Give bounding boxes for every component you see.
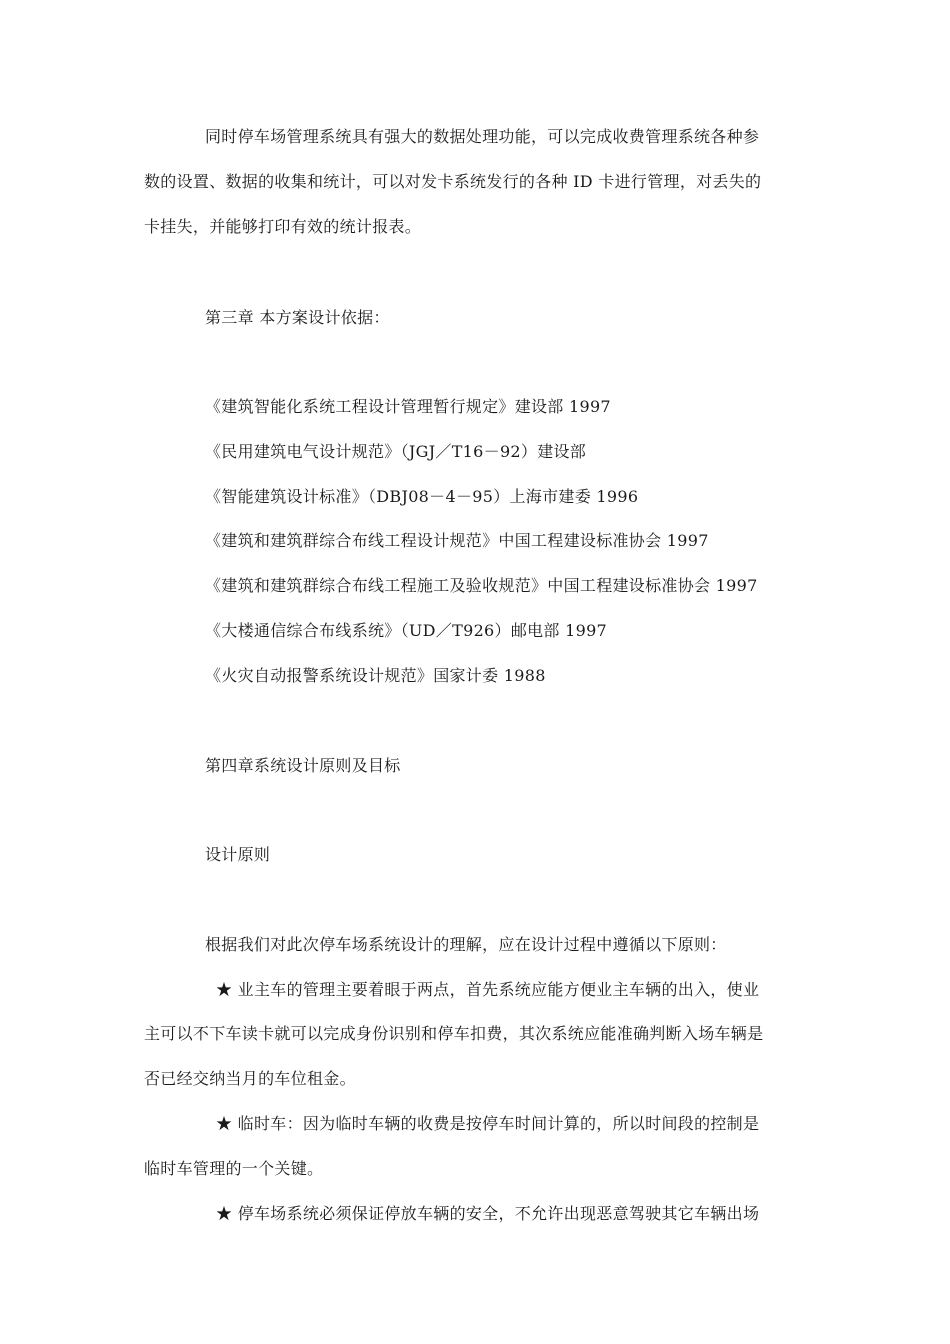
principles-lead: 根据我们对此次停车场系统设计的理解，应在设计过程中遵循以下原则： (205, 935, 727, 954)
intro-line-2: 数的设置、数据的收集和统计，可以对发卡系统发行的各种 ID 卡进行管理，对丢失的 (144, 172, 762, 191)
reference-item: 《民用建筑电气设计规范》（JGJ／T16－92）建设部 (205, 442, 587, 461)
reference-item: 《火灾自动报警系统设计规范》国家计委 1988 (205, 666, 546, 685)
reference-item: 《大楼通信综合布线系统》（UD／T926）邮电部 1997 (205, 621, 608, 640)
reference-item: 《智能建筑设计标准》（DBJ08－4－95）上海市建委 1996 (205, 487, 639, 506)
intro-line-1: 同时停车场管理系统具有强大的数据处理功能，可以完成收费管理系统各种参 (205, 127, 760, 146)
bullet-line: 否已经交纳当月的车位租金。 (144, 1069, 356, 1088)
reference-item: 《建筑和建筑群综合布线工程施工及验收规范》中国工程建设标准协会 1997 (205, 576, 758, 595)
bullet-line: 临时车管理的一个关键。 (144, 1159, 324, 1178)
chapter4-heading: 第四章系统设计原则及目标 (205, 756, 401, 775)
reference-item: 《建筑和建筑群综合布线工程设计规范》中国工程建设标准协会 1997 (205, 531, 709, 550)
design-principles-subheading: 设计原则 (205, 845, 271, 864)
bullet-line: ★ 临时车：因为临时车辆的收费是按停车时间计算的，所以时间段的控制是 (216, 1114, 760, 1133)
bullet-line: 主可以不下车读卡就可以完成身份识别和停车扣费，其次系统应能准确判断入场车辆是 (144, 1024, 764, 1043)
reference-item: 《建筑智能化系统工程设计管理暂行规定》建设部 1997 (205, 397, 611, 416)
intro-line-3: 卡挂失，并能够打印有效的统计报表。 (144, 217, 422, 236)
bullet-line: ★ 业主车的管理主要着眼于两点，首先系统应能方便业主车辆的出入，使业 (216, 980, 760, 999)
bullet-line: ★ 停车场系统必须保证停放车辆的安全，不允许出现恶意驾驶其它车辆出场 (216, 1204, 760, 1223)
chapter3-heading: 第三章 本方案设计依据： (205, 308, 390, 327)
